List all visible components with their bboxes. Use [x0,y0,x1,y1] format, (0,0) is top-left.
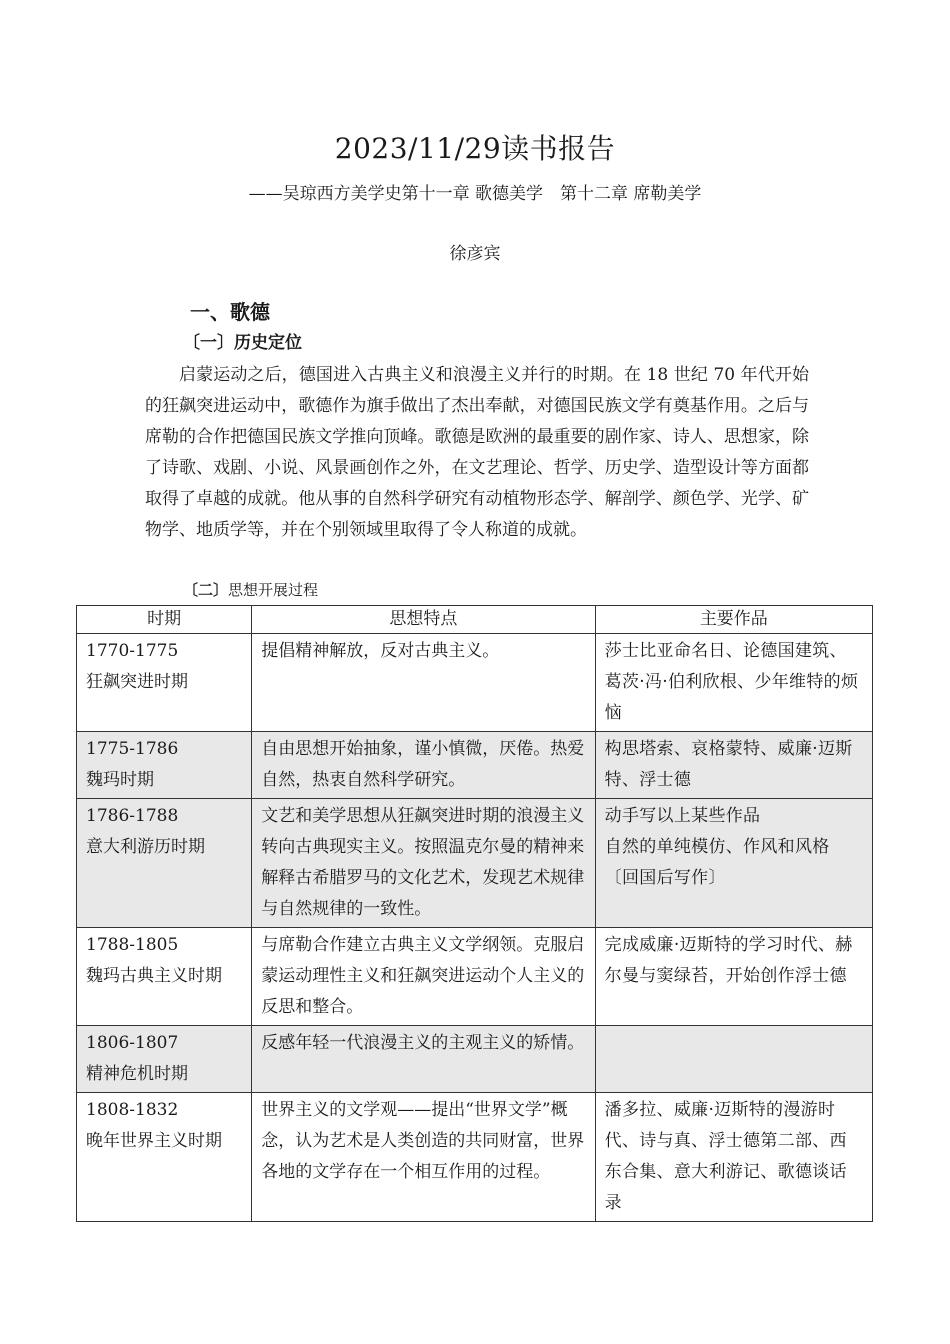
table-row [77,799,873,928]
period-cell [77,732,252,799]
period-name: 魏玛古典主义时期 [86,966,222,986]
period-name: 魏玛时期 [86,770,154,790]
table-row [77,634,873,732]
period-years: 1775-1786 [86,739,179,759]
period-cell [77,1026,252,1093]
report-title: 2023/11/29读书报告 [334,132,616,165]
period-years: 1786-1788 [86,806,179,826]
historical-position-paragraph: 启蒙运动之后，德国进入古典主义和浪漫主义并行的时期。在 18 世纪 70 年代开始的狂飙突进运动中，歌德作为旗手做出了杰出奉献，对德国民族文学有奠基作用。之后与席勒的合作把德国民族文学推向顶峰。歌德是欧洲的最重要的剧作家、诗人、思想家，除了诗歌、戏剧、小说、风景画创作之外，在文艺理论、哲学、历史学、造型设计等方面都取得了卓越的成就。他从事的自然科学研究有动植物形态学、解剖学、颜色学、光学、矿物学、地质学等，并在个别领域里取得了令人称道的成就。 [145,365,809,540]
ideas-cell: 文艺和美学思想从狂飙突进时期的浪漫主义转向古典现实主义。按照温克尔曼的精神来解释古希腊罗马的文化艺术，发现艺术规律与自然规律的一致性。 [252,799,595,928]
period-name: 晚年世界主义时期 [86,1131,222,1151]
period-years: 1788-1805 [86,935,179,955]
section-heading-goethe: 一、歌德 [190,300,270,324]
ideas-cell: 反感年轻一代浪漫主义的主观主义的矫情。 [252,1026,595,1093]
subsection-title: 思想开展过程 [228,581,319,599]
header-ideas: 思想特点 [252,606,595,634]
works-line: 自然的单纯模仿、作风和风格〔回国后写作〕 [604,837,830,888]
period-years: 1806-1807 [86,1033,179,1053]
ideas-cell: 提倡精神解放，反对古典主义。 [252,634,595,732]
period-cell [77,928,252,1026]
table-header-row [77,606,873,634]
table-row [77,1093,873,1222]
period-name: 精神危机时期 [86,1064,188,1084]
period-cell [77,634,252,732]
works-cell: 完成威廉·迈斯特的学习时代、赫尔曼与窦绿苔，开始创作浮士德 [595,928,872,1026]
works-cell: 构思塔索、哀格蒙特、威廉·迈斯特、浮士德 [595,732,872,799]
period-years: 1770-1775 [86,641,179,661]
works-line: 动手写以上某些作品 [604,806,761,826]
header-period: 时期 [77,606,252,634]
period-cell [77,799,252,928]
table-row [77,928,873,1026]
period-years: 1808-1832 [86,1100,179,1120]
period-name: 意大利游历时期 [86,837,205,857]
works-cell [595,1026,872,1093]
period-cell [77,1093,252,1222]
period-name: 狂飙突进时期 [86,672,188,692]
goethe-periods-table [76,605,873,1222]
report-author: 徐彦宾 [449,244,501,264]
subsection-heading-historical-position: 〔一〕历史定位 [183,333,302,353]
header-works: 主要作品 [595,606,872,634]
ideas-cell: 自由思想开始抽象，谨小慎微，厌倦。热爱自然，热衷自然科学研究。 [252,732,595,799]
subsection-heading-thought-development [183,577,318,603]
ideas-cell: 世界主义的文学观——提出“世界文学”概念，认为艺术是人类创造的共同财富，世界各地的文学存在一个相互作用的过程。 [252,1093,595,1222]
works-cell: 潘多拉、威廉·迈斯特的漫游时代、诗与真、浮士德第二部、西东合集、意大利游记、歌德谈话录 [595,1093,872,1222]
table-row [77,732,873,799]
table-row [77,1026,873,1093]
subsection-number: 〔二〕 [183,581,229,599]
report-subtitle: ——吴琼西方美学史第十一章 歌德美学 第十二章 席勒美学 [248,184,702,204]
works-cell: 莎士比亚命名日、论德国建筑、葛茨·冯·伯利欣根、少年维特的烦恼 [595,634,872,732]
works-cell [595,799,872,928]
ideas-cell: 与席勒合作建立古典主义文学纲领。克服启蒙运动理性主义和狂飙突进运动个人主义的反思和整合。 [252,928,595,1026]
